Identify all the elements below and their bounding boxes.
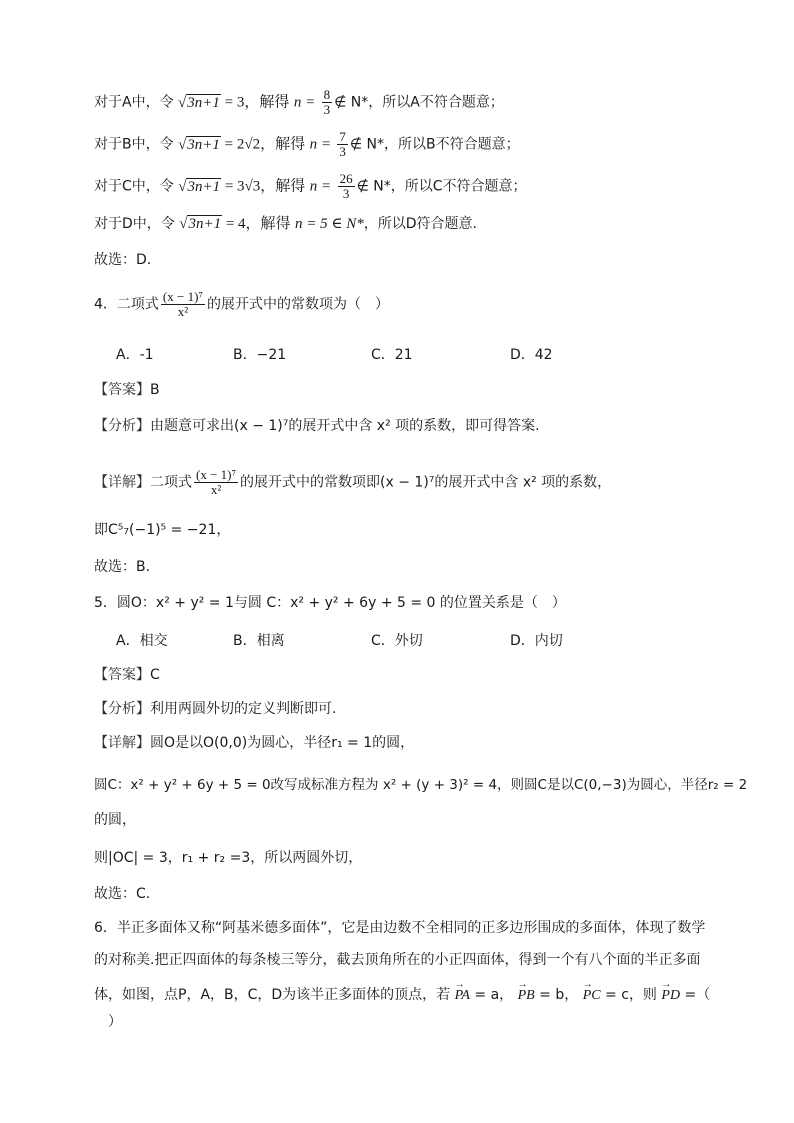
analysis-tag: 【分析】 — [94, 701, 150, 717]
answer-tag: 【答案】 — [94, 382, 150, 398]
fraction-den: 3 — [339, 144, 346, 159]
sqrt-expression: √3n+1 — [179, 216, 222, 232]
option-a: A．-1 — [116, 347, 154, 363]
question-4-stem — [94, 290, 389, 319]
answer-line — [94, 665, 160, 685]
option-c: C．外切 — [371, 633, 423, 649]
case-c-eq: = 3√3，解得 — [221, 178, 306, 195]
fraction-num: 8 — [323, 87, 331, 102]
fraction-den: x² — [177, 304, 189, 319]
detail-tail: 的展开式中的常数项即(x − 1)⁷的展开式中含 x² 项的系数， — [240, 474, 612, 491]
case-d-suffix: ，所以D符合题意. — [363, 216, 477, 232]
var-n: n = — [309, 136, 331, 153]
option-c: C．21 — [371, 347, 413, 363]
fraction-num: (x − 1)⁷ — [162, 289, 203, 304]
fraction-den: 3 — [342, 186, 350, 201]
var-n: n = — [293, 94, 316, 111]
answer-line — [94, 380, 160, 400]
case-d-result: n = 5 ∈ N* — [295, 216, 364, 232]
question-6-line-3 — [94, 985, 710, 1006]
fraction — [338, 172, 355, 201]
case-c-line — [94, 172, 526, 201]
option-b: B．相离 — [233, 633, 285, 649]
sqrt-expression: √3n+1 — [178, 94, 220, 111]
sqrt-expression: √3n+1 — [178, 178, 221, 195]
detail-line — [94, 733, 414, 753]
fraction-num: 7 — [339, 129, 346, 144]
fraction-den: x² — [210, 482, 222, 497]
sqrt-radicand: 3n+1 — [187, 136, 220, 153]
option-d: D．42 — [510, 347, 553, 363]
answer-value: C — [150, 667, 160, 683]
fraction — [337, 130, 348, 159]
detail-line-2: 圆C：x² + y² + 6y + 5 = 0改写成标准方程为 x² + (y + 3)² = 4，则圆C是以C(0,−3)为圆心，半径r₂ = 2 — [94, 777, 748, 793]
vector-eq: = c，则 — [600, 987, 657, 1003]
answer-tag: 【答案】 — [94, 667, 150, 683]
sqrt-radicand: 3n+1 — [187, 94, 220, 111]
case-b-prefix: 对于B中，令 — [94, 136, 174, 153]
case-d-prefix: 对于D中，令 — [94, 216, 175, 232]
fraction — [194, 468, 238, 497]
answer-value: B — [150, 382, 160, 398]
case-b-suffix: ∉ N*，所以B不符合题意； — [349, 136, 520, 153]
analysis-tag: 【分析】 — [94, 418, 150, 434]
choose-line-q3: 故选：D. — [94, 252, 152, 268]
vector-pd: → PD — [661, 986, 680, 1006]
choose-line-q4: 故选：B. — [94, 559, 151, 575]
vector-eq: =（ — [680, 987, 711, 1003]
detail-text: 圆O是以O(0,0)为圆心，半径r₁ = 1的圆， — [150, 735, 415, 751]
vector-pa: → PA — [455, 986, 470, 1006]
case-c-suffix: ∉ N*，所以C不符合题意； — [356, 178, 527, 195]
choose-line-q5: 故选：C. — [94, 886, 151, 902]
detail-tag: 【详解】 — [94, 735, 150, 751]
case-c-prefix: 对于C中，令 — [94, 178, 174, 195]
detail-line-4: 则|OC| = 3，r₁ + r₂ =3，所以两圆外切， — [94, 850, 363, 866]
case-a-prefix: 对于A中，令 — [94, 94, 174, 111]
question-6-line-4: ） — [94, 1014, 122, 1030]
question-6-line-1: 6．半正多面体又称“阿基米德多面体”，它是由边数不全相同的正多边形围成的多面体，体现了数学 — [94, 920, 706, 936]
question-6-line-2: 的对称美.把正四面体的每条棱三等分，截去顶角所在的小正四面体，得到一个有八个面的半正多面 — [94, 952, 701, 968]
sqrt-radicand: 3n+1 — [188, 216, 222, 232]
vector-eq: = b， — [534, 987, 579, 1003]
fraction-num: (x − 1)⁷ — [196, 467, 237, 482]
vector-pc: → PC — [583, 986, 601, 1006]
vector-eq: = a， — [469, 987, 514, 1003]
sqrt-radicand: 3n+1 — [187, 178, 221, 195]
fraction — [322, 88, 333, 117]
analysis-line — [94, 416, 540, 436]
option-d: D．内切 — [510, 633, 563, 649]
detail-pre: 二项式 — [150, 474, 192, 491]
var-n: n = — [309, 178, 332, 195]
analysis-line — [94, 699, 336, 719]
option-b: B．−21 — [233, 347, 287, 363]
analysis-text: 利用两圆外切的定义判断即可. — [150, 701, 337, 717]
case-b-line — [94, 130, 520, 159]
detail-line — [94, 468, 611, 497]
question-5-stem: 5．圆O：x² + y² = 1与圆 C：x² + y² + 6y + 5 = 0 的位置关系是（ ） — [94, 595, 566, 611]
fraction — [161, 290, 205, 319]
case-a-suffix: ∉ N*，所以A不符合题意； — [334, 94, 504, 111]
detail-line-3: 的圆， — [94, 812, 136, 828]
fraction-den: 3 — [323, 102, 331, 117]
question-6-text: 体，如图，点P，A，B，C，D为该半正多面体的顶点，若 — [94, 987, 451, 1003]
sqrt-expression: √3n+1 — [178, 136, 220, 153]
case-a-line — [94, 88, 504, 117]
option-a: A．相交 — [116, 633, 168, 649]
case-d-eq: = 4，解得 — [222, 216, 291, 232]
case-b-eq: = 2√2，解得 — [220, 136, 306, 153]
fraction-num: 26 — [339, 171, 353, 186]
question-stem-tail: 的展开式中的常数项为（ ） — [206, 296, 389, 313]
calc-line: 即C⁵₇(−1)⁵ = −21， — [94, 522, 231, 538]
detail-tag: 【详解】 — [94, 474, 150, 491]
analysis-text: 由题意可求出(x − 1)⁷的展开式中含 x² 项的系数，即可得答案. — [150, 418, 540, 434]
case-d-line — [94, 214, 477, 234]
case-a-eq: = 3，解得 — [220, 94, 290, 111]
vector-pb: → PB — [518, 986, 535, 1006]
question-number: 4．二项式 — [94, 296, 159, 313]
